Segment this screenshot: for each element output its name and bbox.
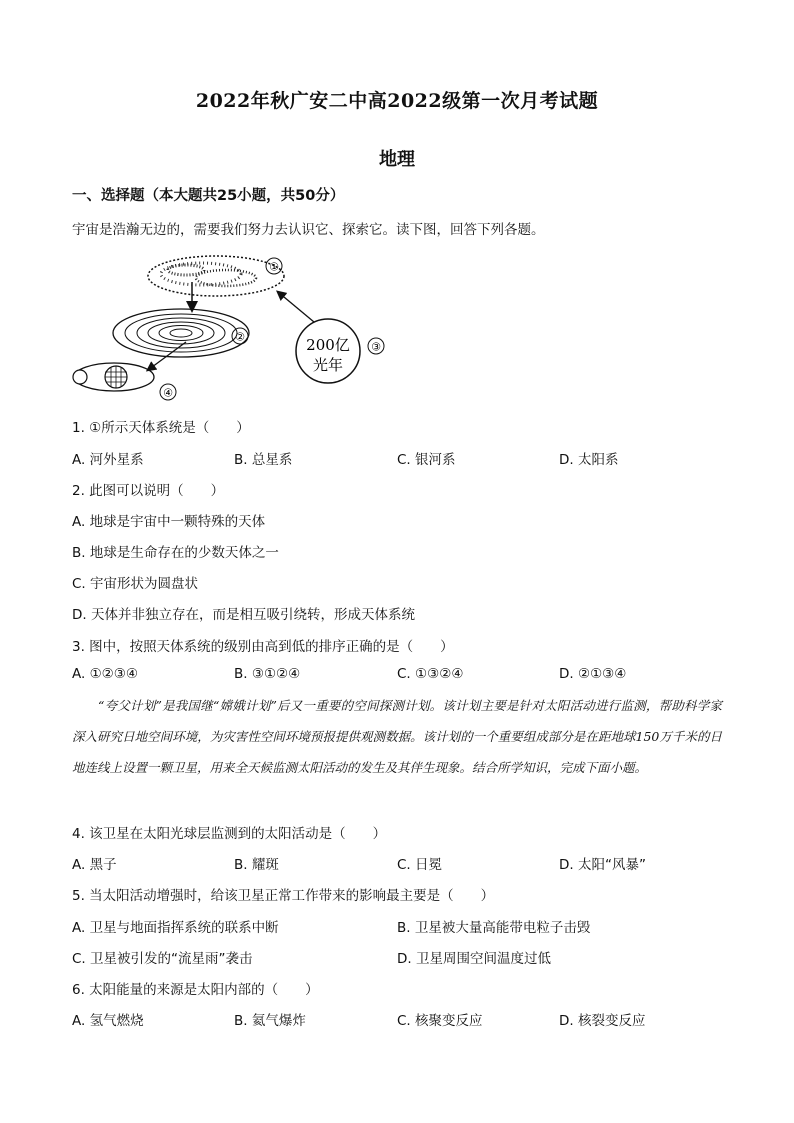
q4-option-a: A. 黑子 [72,857,117,873]
q6-option-c: C. 核聚变反应 [397,1013,483,1029]
passage-text: “夸父计划”是我国继“嫦娥计划”后又一重要的空间探测计划。该计划主要是针对太阳活动进行监测，帮助科学家深入研究日地空间环境，为灾害性空间环境预报提供观测数据。该计划的一个重要组成部分是在距地球150万千米的日地连线上设置一颗卫星，用来全天候监测太阳活动的发生及其伴生现象。结合所学知识，完成下面小题。 [72,698,722,775]
question-4: 4. 该卫星在太阳光球层监测到的太阳活动是（ ） [72,826,387,842]
q2-option-c: C. 宇宙形状为圆盘状 [72,576,199,592]
figure-label-1: ① [269,260,279,274]
q5-option-a: A. 卫星与地面指挥系统的联系中断 [72,920,279,936]
q1-option-a: A. 河外星系 [72,452,144,468]
question-3: 3. 图中，按照天体系统的级别由高到低的排序正确的是（ ） [72,639,454,655]
figure-label-4: ④ [163,386,173,400]
q3-option-c: C. ①③②④ [397,666,464,682]
figure-label-3: ③ [371,340,381,354]
q5-option-b: B. 卫星被大量高能带电粒子击毁 [397,920,591,936]
arrow-3-to-1 [278,292,314,322]
total-galaxy-shape [148,256,284,296]
q1-option-c: C. 银河系 [397,452,456,468]
q6-option-d: D. 核裂变反应 [559,1013,646,1029]
figure-label-2: ② [235,330,245,344]
exam-title: 2022年秋广安二中高2022级第一次月考试题 [195,90,599,112]
q1-option-b: B. 总星系 [234,452,293,468]
figure-drawing [66,246,406,406]
q4-option-c: C. 日冕 [397,857,443,873]
q2-option-b: B. 地球是生命存在的少数天体之一 [72,545,279,561]
question-6: 6. 太阳能量的来源是太阳内部的（ ） [72,982,319,998]
milky-way-shape [113,309,249,357]
q3-option-d: D. ②①③④ [559,666,627,682]
subject-title: 地理 [379,149,415,170]
question-2: 2. 此图可以说明（ ） [72,483,225,499]
q5-option-d: D. 卫星周围空间温度过低 [397,951,551,967]
section-heading: 一、选择题（本大题共25小题，共50分） [72,188,345,204]
distance-unit: 光年 [312,356,344,374]
question-1: 1. ①所示天体系统是（ ） [72,420,250,436]
q4-option-d: D. 太阳“风暴” [559,857,646,873]
q1-option-d: D. 太阳系 [559,452,619,468]
arrow-2-to-4 [148,342,186,370]
reading-passage [72,690,722,783]
q2-option-a: A. 地球是宇宙中一颗特殊的天体 [72,514,266,530]
q3-option-a: A. ①②③④ [72,666,138,682]
earth-moon-system-shape [73,363,154,391]
q3-option-b: B. ③①②④ [234,666,301,682]
q6-option-b: B. 氦气爆炸 [234,1013,306,1029]
q6-option-a: A. 氢气燃烧 [72,1013,144,1029]
celestial-systems-figure [66,246,406,406]
q5-option-c: C. 卫星被引发的“流星雨”袭击 [72,951,253,967]
intro-text: 宇宙是浩瀚无边的，需要我们努力去认识它、探索它。读下图，回答下列各题。 [72,222,545,238]
question-5: 5. 当太阳活动增强时，给该卫星正常工作带来的影响最主要是（ ） [72,888,495,904]
q4-option-b: B. 耀斑 [234,857,279,873]
q2-option-d: D. 天体并非独立存在，而是相互吸引绕转，形成天体系统 [72,607,415,623]
distance-value: 200亿 [306,336,350,354]
